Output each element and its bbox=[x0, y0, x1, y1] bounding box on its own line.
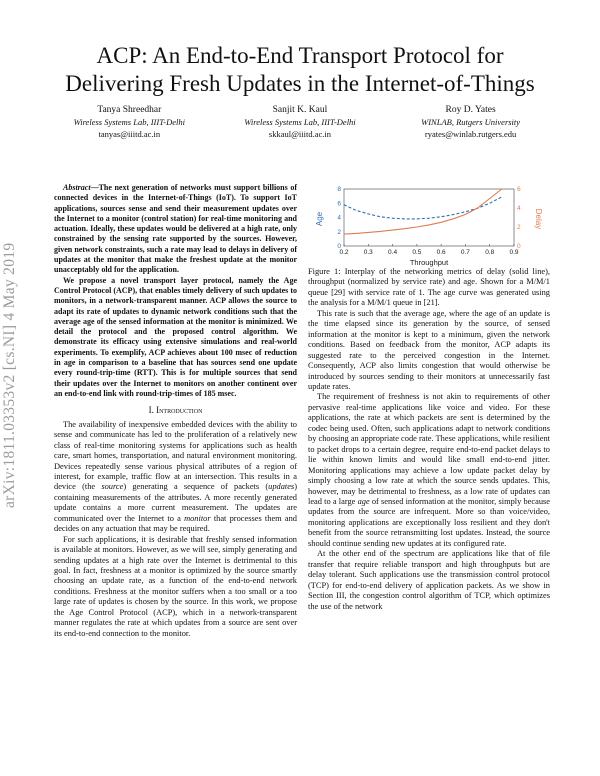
author-name: Roy D. Yates bbox=[445, 105, 496, 115]
x-tick-label: 0.6 bbox=[436, 249, 446, 256]
author-block bbox=[44, 104, 556, 140]
abstract bbox=[54, 183, 297, 399]
x-tick-label: 0.5 bbox=[412, 249, 422, 256]
author-affiliation: Wireless Systems Lab, IIIT-Delhi bbox=[244, 117, 356, 127]
y-left-tick-label: 6 bbox=[337, 200, 341, 208]
title-line-1: ACP: An End-to-End Transport Protocol for bbox=[96, 43, 504, 68]
plot-frame bbox=[344, 189, 514, 246]
paper-title bbox=[40, 42, 560, 98]
y-right-tick-label: 6 bbox=[517, 186, 521, 194]
y-axis-label-right: Delay bbox=[534, 208, 543, 230]
author-3 bbox=[385, 104, 556, 140]
section-heading-introduction: I. Introduction bbox=[148, 405, 203, 416]
author-email: skkaul@iiitd.ac.in bbox=[268, 129, 332, 139]
author-email: ryates@winlab.rutgers.edu bbox=[424, 129, 517, 139]
abstract-paragraph-1: Abstract—The next generation of networks must support billions of connected devices in the Internet-of-Things (IoT). To support IoT applications, sources sense and send their measurement updates over the Internet to a monitor (control station) for real-time monitoring and actuation. Ideally, these updates would be delivered at a high rate, only constrained by the sensing rate supported by the sources. However, given network constraints, such a rate may lead to delays in delivery of updates at the monitor that make the freshest update at the monitor unacceptably old for the application. bbox=[54, 183, 297, 275]
arxiv-identifier[interactable]: arXiv:1811.03353v2 [cs.NI] 4 May 2019 bbox=[1, 242, 18, 508]
age-delay-chart bbox=[308, 183, 550, 267]
series-line-delay bbox=[344, 189, 502, 234]
x-axis-label: Throughput bbox=[409, 258, 449, 267]
abstract-paragraph-2: We propose a novel transport layer protocol, namely the Age Control Protocol (ACP), that enables timely delivery of such updates to monitors, in a network-transparent manner. ACP allows the source to adapt its rate of updates to dynamic network conditions such that the average age of the sensed information at the monitor is minimized. We detail the protocol and the proposed control algorithm. We demonstrate its efficacy using extensive simulations and real-world experiments. To exemplify, ACP achieves about 100 msec of reduction in age in comparison to a baseline that has sources send one update every round-trip-time (RTT). This is for multiple sources that send their updates over the Internet to monitors on another continent over an end-to-end link with round-trip-times of 185 msec. bbox=[54, 275, 297, 398]
x-tick-label: 0.9 bbox=[509, 249, 519, 256]
y-left-tick-label: 4 bbox=[337, 214, 341, 222]
x-tick-label: 0.2 bbox=[339, 249, 349, 256]
y-right-tick-label: 0 bbox=[517, 243, 521, 251]
y-right-tick-label: 2 bbox=[517, 224, 521, 232]
title-line-2: Delivering Fresh Updates in the Internet-of-Things bbox=[65, 71, 535, 96]
right-paragraph-1: This rate is such that the average age, where the age of an update is the time elapsed since its generation by the source, of sensed information at the monitor is kept to a minimum, given the network conditions. Based on feedback from the monitor, ACP adapts its suggested rate to the perceived congestion in the Internet. Consequently, ACP also limits congestion that would otherwise be introduced by sources sending to their monitors at unnecessarily fast update rates. bbox=[308, 308, 550, 391]
author-affiliation: WINLAB, Rutgers University bbox=[421, 117, 521, 127]
right-column bbox=[308, 183, 550, 612]
y-left-tick-label: 2 bbox=[337, 228, 341, 236]
y-axis-label-left: Age bbox=[315, 211, 324, 227]
y-left-tick-label: 8 bbox=[337, 186, 341, 194]
x-tick-label: 0.4 bbox=[388, 249, 398, 256]
intro-paragraph-2: For such applications, it is desirable that freshly sensed information is available at monitors. However, as we will see, simply generating and sending updates at a high rate over the Internet is detrimental to this goal. In fact, freshness at a monitor is optimized by the source smartly choosing an update rate, as a function of the end-to-end network conditions. Freshness at the monitor suffers when a too small or a too large rate of updates is chosen by the source. In this work, we propose the Age Control Protocol (ACP), which in a network-transparent manner regulates the rate at which updates from a source are sent over its end-to-end connection to the monitor. bbox=[54, 534, 297, 638]
x-tick-label: 0.3 bbox=[363, 249, 373, 256]
author-affiliation: Wireless Systems Lab, IIIT-Delhi bbox=[73, 117, 186, 127]
x-tick-label: 0.7 bbox=[460, 249, 470, 256]
left-column bbox=[54, 183, 297, 639]
author-name: Sanjit K. Kaul bbox=[272, 105, 328, 115]
intro-paragraph-1: The availability of inexpensive embedded devices with the ability to sense and communicate has led to the proliferation of a relatively new class of real-time monitoring systems for applications such as health care, smart homes, transportation, and natural environment monitoring. Devices repeatedly sense various physical attributes of a region of interest, for example, traffic flow at an intersection. This results in a device (the source) generating a sequence of packets (updates) containing measurements of the attributes. A more recently generated update contains a more current measurement. The updates are communicated over the Internet to a monitor that processes them and decides on any actuation that may be required. bbox=[54, 419, 297, 534]
x-tick-label: 0.8 bbox=[485, 249, 495, 256]
figure-caption: Figure 1: Interplay of the networking metrics of delay (solid line), throughput (normalized by service rate) and age. Shown for a M/M/1 queue [29] with service rate of 1. The age curve was generated using the analysis for a M/M/1 queue in [21]. bbox=[308, 267, 550, 308]
author-name: Tanya Shreedhar bbox=[97, 105, 162, 115]
figure-1 bbox=[308, 183, 550, 267]
author-2 bbox=[215, 104, 386, 140]
right-paragraph-2: The requirement of freshness is not akin to requirements of other pervasive real-time applications like voice and video. For these applications, the rate at which packets are sent is determined by the codec being used. Often, such applications adapt to network conditions by choosing an appropriate code rate. These applications, while resilient to packet drops to a certain degree, require end-to-end packet delays to lie within known limits and would like small end-to-end jitter. Monitoring applications may achieve a low update packet delay by simply choosing a low rate at which the source sends updates. This, however, may be detrimental to freshness, as a low rate of updates can lead to a large age of sensed information at the monitor, simply because updates from the source are infrequent. More so than voice/video, monitoring applications are exceptionally loss resilient and they don't benefit from the source retransmitting lost updates. Instead, the source should continue sending new updates at its configured rate. bbox=[308, 392, 550, 548]
author-email: tanyas@iiitd.ac.in bbox=[98, 129, 161, 139]
right-paragraph-3: At the other end of the spectrum are applications like that of file transfer that require reliable transport and high throughputs but are delay tolerant. Such applications use the transmission control protocol (TCP) for end-to-end delivery of application packets. As we show in Section III, the congestion control algorithm of TCP, which optimizes the use of the network bbox=[308, 549, 550, 611]
y-right-tick-label: 4 bbox=[517, 205, 521, 213]
abstract-label: Abstract bbox=[63, 183, 91, 192]
author-1 bbox=[44, 104, 215, 140]
y-left-tick-label: 0 bbox=[337, 243, 341, 251]
